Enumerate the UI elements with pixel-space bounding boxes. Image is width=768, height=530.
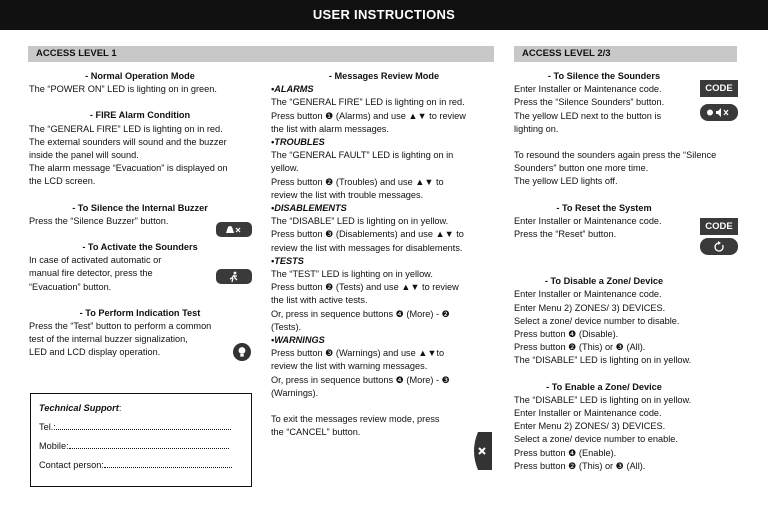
enable-zone-heading: - To Enable a Zone/ Device (546, 381, 662, 392)
contact-line (104, 457, 232, 468)
text-line: Press the “Silence Buzzer” button. (29, 215, 169, 226)
text-line: In case of activated automatic or (29, 255, 162, 266)
text-line: review the list with messages for disablements. (271, 242, 463, 253)
reset-heading: - To Reset the System (556, 202, 652, 213)
normal-heading: - Normal Operation Mode (85, 71, 195, 81)
text-line: Press button ❷ (This) or ❸ (All). (514, 460, 646, 471)
technical-support-box (30, 393, 252, 487)
tests-heading: •TESTS (271, 255, 304, 266)
text-line: Press button ❹ (Disable). (514, 329, 619, 340)
text-line: Or, press in sequence buttons ❹ (More) - ❷ (271, 308, 450, 319)
text-line: inside the panel will sound. (29, 150, 139, 161)
text-line: Press the “Silence Sounders” button. (514, 97, 665, 108)
text-line: lighting on. (514, 123, 559, 134)
text-line: The external sounders will sound and the buzzer (29, 136, 227, 147)
text-line: The “GENERAL FIRE” LED is lighting on in red. (271, 97, 465, 108)
support-colon: : (118, 403, 122, 413)
text-line: The “GENERAL FAULT” LED is lighting on in (271, 150, 454, 161)
evacuation-icon (216, 269, 252, 284)
text-line: Enter Installer or Maintenance code. (514, 408, 662, 419)
text-line: Press button ❸ (Warnings) and use ▲▼to (271, 348, 445, 359)
tel-label: Tel.: (39, 422, 56, 432)
code-badge: CODE (700, 80, 738, 97)
text-line: Enter Installer or Maintenance code. (514, 84, 662, 95)
column-3 (514, 70, 744, 473)
text-line: Press button ❸ (Disablements) and use ▲▼ to (271, 229, 464, 240)
text-line: manual fire detector, press the (29, 268, 153, 279)
text-line: The “DISABLE” LED is lighting on in yellow. (514, 394, 692, 405)
text-line: Press button ❶ (Alarms) and use ▲▼ to review (271, 110, 466, 121)
text-line: the list with active tests. (271, 295, 368, 306)
disable-zone-heading: - To Disable a Zone/ Device (544, 276, 664, 287)
text-line: LED and LCD display operation. (29, 347, 161, 358)
text-line: The yellow LED next to the button is (514, 110, 662, 121)
contact-label: Contact person: (39, 460, 104, 470)
text-line: Enter Installer or Maintenance code. (514, 289, 662, 300)
text-line: Press button ❷ (This) or ❸ (All). (514, 342, 646, 353)
fire-heading: - FIRE Alarm Condition (89, 110, 191, 121)
disablements-heading: •DISABLEMENTS (271, 203, 347, 214)
text-line: Press button ❷ (Troubles) and use ▲▼ to (271, 176, 444, 187)
text-line: review the list with warning messages. (271, 361, 428, 372)
silence-buzzer-heading: - To Silence the Internal Buzzer (72, 202, 208, 213)
indication-test-heading: - To Perform Indication Test (79, 307, 201, 318)
text-line: Enter Installer or Maintenance code. (514, 215, 662, 226)
support-title: Technical Support (39, 403, 119, 413)
text-line: To exit the messages review mode, press (271, 414, 440, 425)
silence-sounders-icon (700, 104, 738, 121)
access-level-1-header: ACCESS LEVEL 1 (28, 46, 494, 62)
text-line: The “DISABLE” LED is lighting on in yellow. (271, 216, 449, 227)
text-line: To resound the sounders again press the “Silence (514, 150, 717, 161)
mobile-line (69, 438, 229, 449)
activate-sounders-heading: - To Activate the Sounders (82, 242, 198, 253)
lightbulb-icon (233, 343, 251, 361)
access-level-23-header: ACCESS LEVEL 2/3 (514, 46, 737, 62)
silence-buzzer-icon (216, 222, 252, 237)
text-line: The “DISABLE” LED is lighting on in yellow. (514, 355, 692, 366)
text-line: the LCD screen. (29, 176, 96, 187)
text-line: the list with alarm messages. (271, 123, 389, 134)
text-line: Press button ❷ (Tests) and use ▲▼ to review (271, 282, 459, 293)
page-title: USER INSTRUCTIONS (0, 0, 768, 30)
text-line: The “GENERAL FIRE” LED is lighting on in red. (29, 123, 223, 134)
code-badge: CODE (700, 218, 738, 235)
text-line: The yellow LED lights off. (514, 176, 618, 187)
text-line: The alarm message “Evacuation” is displayed on (29, 163, 228, 174)
messages-review-heading: - Messages Review Mode (328, 71, 440, 81)
text-line: yellow. (271, 163, 299, 174)
text-line: Press the “Test” button to perform a common (29, 321, 212, 332)
warnings-heading: •WARNINGS (271, 335, 325, 346)
text-line: the “CANCEL” button. (271, 427, 361, 438)
text-line: (Warnings). (271, 387, 319, 398)
text-line: review the list with trouble messages. (271, 189, 424, 200)
text-line: Or, press in sequence buttons ❹ (More) - ❸ (271, 374, 450, 385)
troubles-heading: •TROUBLES (271, 137, 325, 148)
text-line: Press button ❹ (Enable). (514, 447, 617, 458)
mobile-label: Mobile: (39, 441, 69, 451)
alarms-heading: •ALARMS (271, 84, 314, 95)
tel-line (56, 419, 231, 430)
text-line: test of the internal buzzer signalization, (29, 334, 188, 345)
reset-icon (700, 238, 738, 255)
text-line: Enter Menu 2) ZONES/ 3) DEVICES. (514, 302, 666, 313)
column-2 (271, 70, 497, 439)
text-line: The “POWER ON” LED is lighting on in green. (29, 84, 217, 95)
text-line: (Tests). (271, 321, 302, 332)
text-line: Select a zone/ device number to enable. (514, 434, 678, 445)
text-line: Sounders” button one more time. (514, 163, 649, 174)
text-line: “Evacuation” button. (29, 281, 112, 292)
text-line: The “TEST” LED is lighting on in yellow. (271, 269, 433, 280)
silence-sounders-heading: - To Silence the Sounders (547, 71, 661, 81)
text-line: Press the “Reset” button. (514, 229, 617, 240)
text-line: Enter Menu 2) ZONES/ 3) DEVICES. (514, 421, 666, 432)
text-line: Select a zone/ device number to disable. (514, 315, 680, 326)
cancel-icon (470, 432, 492, 470)
column-1 (29, 70, 251, 360)
extra-line (39, 476, 242, 487)
